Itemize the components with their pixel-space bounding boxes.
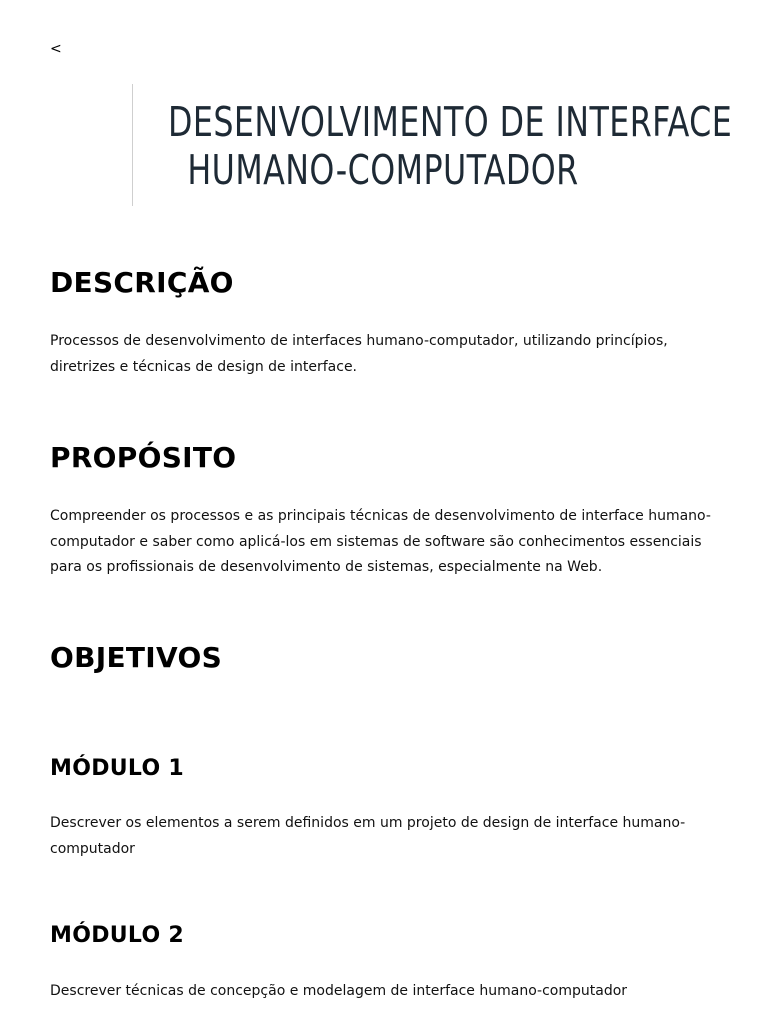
section-heading-descricao: DESCRIÇÃO (50, 266, 234, 299)
course-banner (132, 84, 733, 206)
module-text-2: Descrever técnicas de concepção e modelagem de interface humano-computador (50, 983, 628, 999)
banner-title-line-2: HUMANO-COMPUTADOR (187, 146, 579, 194)
section-heading-proposito: PROPÓSITO (50, 441, 237, 474)
back-button[interactable]: < (50, 41, 62, 57)
module-heading-1: MÓDULO 1 (50, 756, 185, 781)
banner-title-line-1: DESENVOLVIMENTO DE INTERFACE (168, 98, 733, 146)
module-text-1: Descrever os elementos a serem definidos em um projeto de design de interface humano-computador (50, 815, 686, 857)
section-heading-objetivos: OBJETIVOS (50, 641, 223, 674)
section-text-descricao: Processos de desenvolvimento de interfaces humano-computador, utilizando princípios, diretrizes e técnicas de design de interface. (50, 333, 668, 375)
module-heading-2: MÓDULO 2 (50, 923, 185, 948)
banner-title (133, 98, 733, 194)
section-text-proposito: Compreender os processos e as principais técnicas de desenvolvimento de interface humano-computador e saber como aplicá-los em sistemas de software são conhecimentos essenciais para os profissionais de desenvolvimento de sistemas, especialmente na Web. (50, 508, 711, 575)
